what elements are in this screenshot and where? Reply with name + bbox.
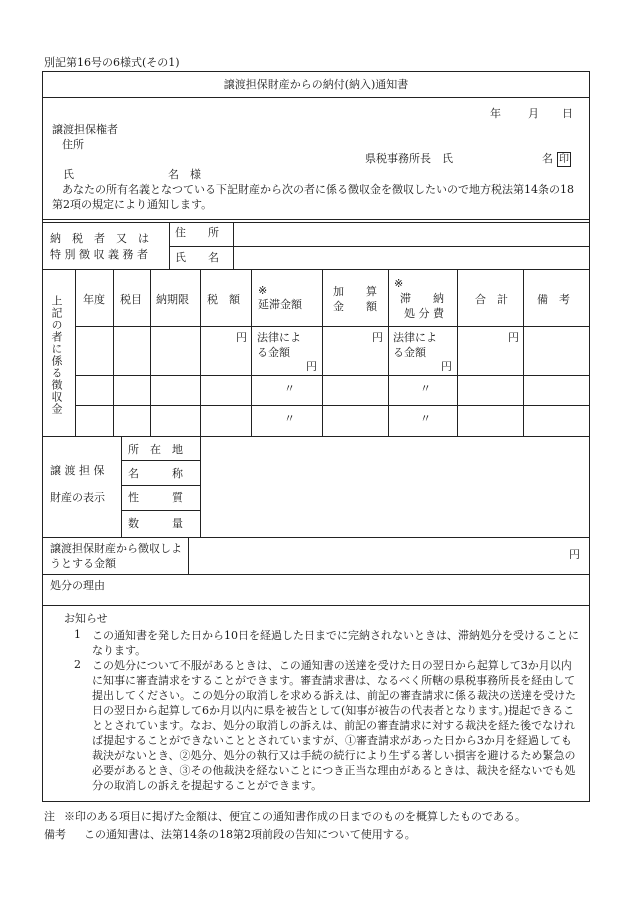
remark-label: 備考 bbox=[44, 828, 66, 841]
remark-text: この通知書は、法第14条の18第2項前段の告知について使用する。 bbox=[84, 828, 416, 841]
seal-icon: 印 bbox=[559, 154, 569, 165]
legal-amount-text: 法律によ bbox=[257, 331, 301, 344]
divider bbox=[42, 219, 590, 220]
divider bbox=[42, 97, 590, 98]
divider bbox=[42, 574, 590, 575]
taxpayer-label-line1: 納 税 者 又 は bbox=[50, 232, 149, 245]
yen-unit: 円 bbox=[372, 331, 383, 344]
divider bbox=[75, 269, 76, 436]
notice-item-number: 2 bbox=[74, 658, 81, 671]
taxpayer-label-line2: 特 別 徴 収 義 務 者 bbox=[50, 248, 148, 261]
notice-item-number: 1 bbox=[74, 628, 81, 641]
ditto-mark: 〃 bbox=[284, 382, 295, 395]
levy-side-label: 上記の者に係る徴収金 bbox=[50, 295, 63, 415]
intro-text: あなたの所有名義となつている下記財産から次の者に係る徴収金を徴収したいので地方税法第14条の18第2項の規定により通知します。 bbox=[52, 183, 574, 211]
divider bbox=[121, 460, 200, 461]
yen-unit: 円 bbox=[508, 331, 519, 344]
header-total: 合 計 bbox=[475, 293, 508, 306]
divider bbox=[121, 510, 200, 511]
header-additional-a: 加 算 bbox=[333, 285, 377, 298]
divider bbox=[75, 405, 590, 406]
footnote-text: ※印のある項目に掲げた金額は、便宜この通知書作成の日までのものを概算したものである。 bbox=[64, 810, 526, 823]
header-year: 年度 bbox=[83, 293, 105, 306]
ditto-mark: 〃 bbox=[420, 412, 431, 425]
header-tax-amount: 税 額 bbox=[207, 293, 240, 306]
header-remarks: 備 考 bbox=[537, 293, 570, 306]
divider bbox=[523, 269, 524, 436]
divider bbox=[200, 436, 201, 537]
divider bbox=[188, 537, 189, 574]
yen-unit: 円 bbox=[306, 360, 317, 373]
legal-amount-text: 法律によ bbox=[393, 331, 437, 344]
divider bbox=[42, 222, 590, 223]
property-nature: 性 質 bbox=[128, 491, 183, 504]
taxpayer-address-label: 住 所 bbox=[175, 226, 219, 239]
date-year: 年 bbox=[490, 107, 501, 120]
legal-amount-text: る金額 bbox=[257, 346, 290, 359]
notice-title: お知らせ bbox=[64, 612, 108, 625]
header-tax-item: 税目 bbox=[120, 293, 142, 306]
notice-item-2-text: この処分について不服があるときは、この通知書の送達を受けた日の翌日から起算して3か月以内に知事に審査請求をすることができます。審査請求書は、なるべく所轄の県税事務所長を経由して提出してください。この処分の取消しを求める訴えは、前記の審査請求に係る裁決の送達を受けた日の翌日から起算して6か月以内に県を被告として(知事が被告の代表者となります。)提起できることとされています。なお、処分の取消しの訴えは、前記の審査請求に対する裁決を経た後でなければ提起することができないこととされていますが、①審査請求があった日から3か月を経過しても裁決がないとき、②処分、処分の執行又は手続の続行により生ずる著しい損害を避けるため緊急の必要があるとき、③その他裁決を経ないことにつき正当な理由があるときは、裁決を経ないでも処分の取消しの訴えを提起することができます。 bbox=[92, 659, 576, 792]
disposal-reason-label: 処分の理由 bbox=[50, 579, 105, 592]
form-caption: 別記第16号の6様式(その1) bbox=[44, 56, 180, 69]
divider bbox=[75, 375, 590, 376]
divider bbox=[75, 326, 590, 327]
ditto-mark: 〃 bbox=[284, 412, 295, 425]
footnote-label: 注 bbox=[44, 810, 55, 823]
divider bbox=[169, 246, 590, 247]
legal-amount-text: る金額 bbox=[393, 346, 426, 359]
divider bbox=[121, 436, 122, 537]
date-month: 月 bbox=[528, 107, 539, 120]
header-late-interest: 延滞金額 bbox=[258, 298, 302, 311]
yen-unit: 円 bbox=[441, 360, 452, 373]
divider bbox=[251, 269, 252, 436]
addressee-name-label: 氏 bbox=[63, 168, 74, 181]
divider bbox=[42, 605, 590, 606]
collect-amount-label: 譲渡担保財産から徴収しようとする金額 bbox=[50, 542, 182, 570]
divider bbox=[42, 269, 590, 270]
taxpayer-name-label: 氏 名 bbox=[175, 251, 219, 264]
divider bbox=[200, 269, 201, 436]
addressee-name-suffix: 名 様 bbox=[168, 168, 201, 181]
divider bbox=[42, 436, 590, 437]
yen-unit: 円 bbox=[236, 331, 247, 344]
issuer-name-suffix: 名 bbox=[542, 152, 553, 165]
addressee-label: 譲渡担保権者 bbox=[52, 123, 118, 136]
property-label-line2: 財産の表示 bbox=[50, 491, 105, 504]
property-quantity: 数 量 bbox=[128, 517, 183, 530]
header-additional-b: 金 額 bbox=[333, 300, 377, 313]
property-location: 所 在 地 bbox=[128, 443, 183, 456]
divider bbox=[113, 269, 114, 436]
form-title: 譲渡担保財産からの納付(納入)通知書 bbox=[223, 78, 409, 91]
yen-unit: 円 bbox=[569, 548, 580, 561]
late-interest-mark: ※ bbox=[258, 284, 268, 297]
divider bbox=[121, 485, 200, 486]
ditto-mark: 〃 bbox=[420, 382, 431, 395]
divider bbox=[322, 269, 323, 436]
divider bbox=[150, 269, 151, 436]
addressee-address-label: 住所 bbox=[62, 138, 84, 151]
delinquency-mark: ※ bbox=[394, 277, 404, 290]
date-day: 日 bbox=[562, 107, 573, 120]
divider bbox=[388, 269, 389, 436]
issuer-label: 県税事務所長 氏 bbox=[365, 152, 453, 165]
property-name: 名 称 bbox=[128, 467, 183, 480]
header-delinquency-a: 滞 納 bbox=[400, 292, 444, 305]
divider bbox=[42, 537, 590, 538]
header-due-date: 納期限 bbox=[156, 293, 189, 306]
header-delinquency-b: 処 分 費 bbox=[404, 307, 444, 320]
notice-item-1-text: この通知書を発した日から10日を経過した日までに完納されないときは、滞納処分を受けることになります。 bbox=[92, 629, 579, 657]
divider bbox=[457, 269, 458, 436]
property-label-line1: 譲 渡 担 保 bbox=[50, 464, 105, 477]
